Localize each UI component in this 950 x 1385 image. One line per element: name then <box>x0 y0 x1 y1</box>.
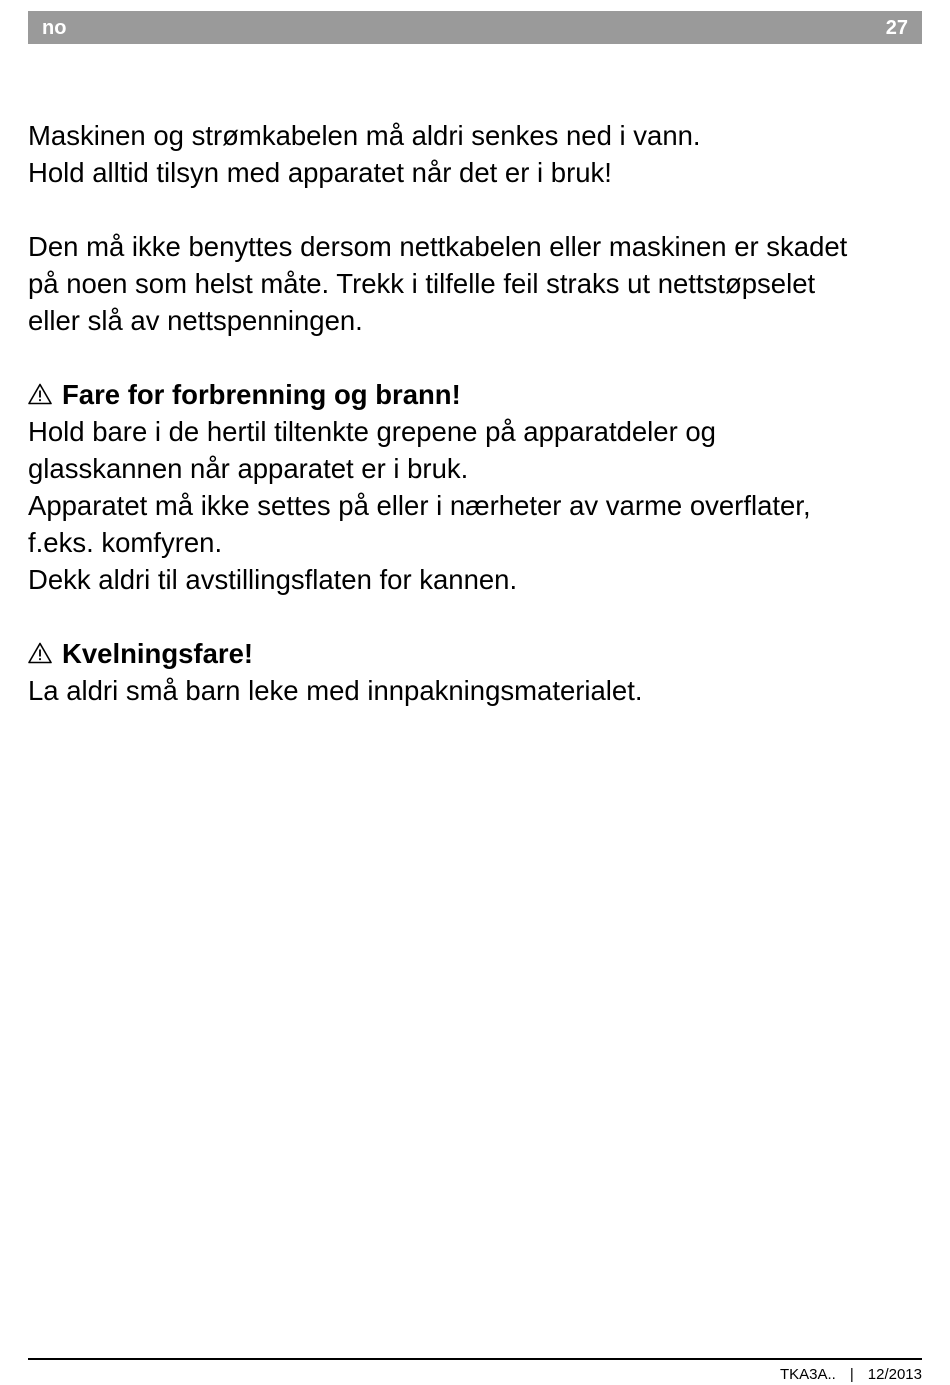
page-footer <box>780 1366 922 1384</box>
model-number: TKA3A.. <box>780 1366 836 1383</box>
footer-divider <box>28 1358 922 1360</box>
warning-triangle-icon <box>28 642 52 664</box>
document-date: 12/2013 <box>867 1366 922 1383</box>
language-code: no <box>42 17 67 39</box>
footer-separator: | <box>849 1366 854 1383</box>
body-line: La aldri små barn leke med innpakningsmaterialet. <box>28 675 643 706</box>
suffocation-warning-title: Kvelningsfare! <box>62 638 254 669</box>
page-header <box>28 11 922 44</box>
body-line: Apparatet må ikke settes på eller i nærheter av varme overflater, <box>28 490 811 521</box>
fire-warning-title: Fare for forbrenning og brann! <box>62 379 461 410</box>
page-number: 27 <box>885 17 908 39</box>
body-line: Hold alltid tilsyn med apparatet når det er i bruk! <box>28 157 612 188</box>
suffocation-warning-heading <box>28 635 928 672</box>
body-line: eller slå av nettspenningen. <box>28 305 363 336</box>
document-body <box>28 117 928 709</box>
body-line: Dekk aldri til avstillingsflaten for kannen. <box>28 564 518 595</box>
body-line: glasskannen når apparatet er i bruk. <box>28 453 469 484</box>
body-line: Den må ikke benyttes dersom nettkabelen eller maskinen er skadet <box>28 231 848 262</box>
body-line: Hold bare i de hertil tiltenkte grepene på apparatdeler og <box>28 416 716 447</box>
body-line: Maskinen og strømkabelen må aldri senkes ned i vann. <box>28 120 701 151</box>
warning-triangle-icon <box>28 383 52 405</box>
body-line: f.eks. komfyren. <box>28 527 223 558</box>
body-line: på noen som helst måte. Trekk i tilfelle feil straks ut nettstøpselet <box>28 268 816 299</box>
fire-warning-heading <box>28 376 928 413</box>
